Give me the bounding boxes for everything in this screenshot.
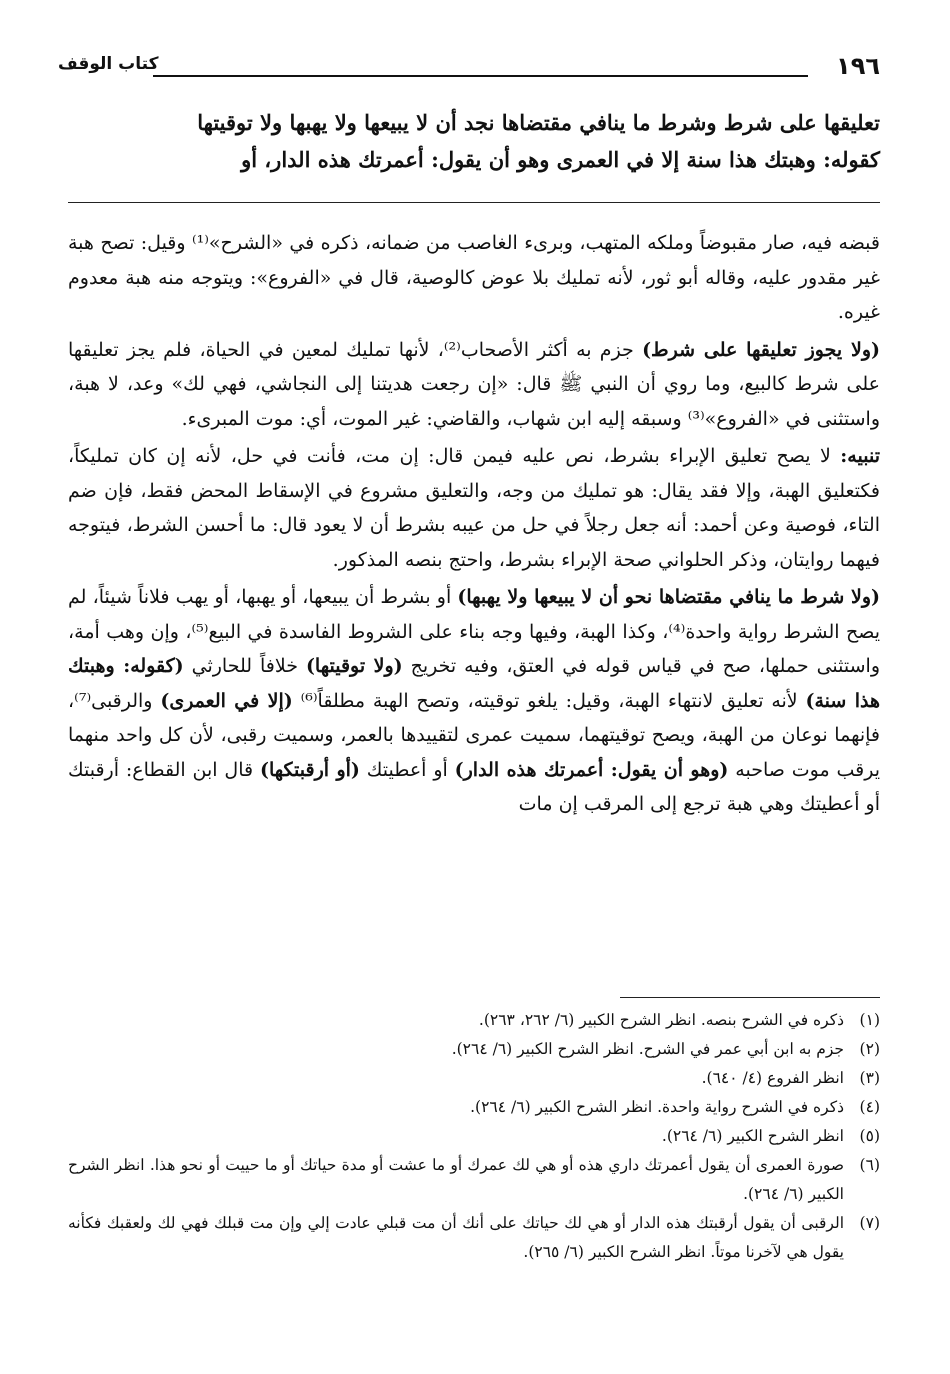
commentary-body: قال ابن القطاع: أرقبتك أو أعطيتك وهي هبة ترجع إلى المرقب إن مات bbox=[68, 758, 880, 815]
footnote-text: جزم به ابن أبي عمر في الشرح. انظر الشرح الكبير (٦/ ٢٦٤). bbox=[451, 1040, 844, 1058]
quoted-matn: (إلا في العمرى) bbox=[160, 689, 293, 712]
footnote-text: انظر الفروع (٤/ ٦٤٠). bbox=[701, 1069, 844, 1087]
footnotes-separator bbox=[620, 997, 880, 998]
footnote bbox=[68, 1151, 880, 1209]
footnote-number: (٧) bbox=[859, 1214, 880, 1232]
commentary-body: لا يصح تعليق الإبراء بشرط، نص عليه فيمن قال: إن مت، فأنت في حل، لأنه إن كان تمليكاً، فكتعليق الهبة، وإلا فقد يقال: هو تمليك من وجه، والتعليق مشروع في الإسقاط المحض فقط، فإن ضم التاء، فوصية وعن أحمد: أنه جعل رجلاً في حل من عيبه بشرط أن لا يعود قال: ما أحسن الشرط، فيتوجه فيهما روايتان، وذكر الحلواني صحة الإبراء بشرط، واحتج بنصه المذكور. bbox=[68, 445, 880, 571]
matn-text bbox=[68, 104, 880, 178]
footnote-number: (٢) bbox=[859, 1040, 880, 1058]
commentary-paragraph bbox=[68, 333, 880, 437]
commentary-text bbox=[68, 226, 880, 832]
commentary-body: أو بشرط أن يبيعها، أو يهبها، أو يهب فلاناً شيئاً، لم يصح الشرط رواية واحدة⁽⁴⁾، وكذا الهبة، وفيها وجه بناء على الشروط الفاسدة في البيع⁽⁵⁾، وإن وهب أمة، واستثنى حملها، صح في قياس قوله في العتق، وفيه تخريج bbox=[68, 586, 881, 677]
footnote-number: (٦) bbox=[859, 1156, 880, 1174]
page-number: ١٩٦ bbox=[836, 52, 880, 80]
footnote-text: ذكره في الشرح رواية واحدة. انظر الشرح الكبير (٦/ ٢٦٤). bbox=[470, 1098, 844, 1116]
page-header bbox=[58, 52, 880, 82]
footnote bbox=[68, 1035, 880, 1064]
commentary-body: أو أعطيتك bbox=[359, 758, 455, 781]
footnote-text: ذكره في الشرح بنصه. انظر الشرح الكبير (٦/ ٢٦٢، ٢٦٣). bbox=[478, 1011, 844, 1029]
footnote-number: (٤) bbox=[859, 1098, 880, 1116]
commentary-paragraph bbox=[68, 439, 880, 577]
footnote-text: الرقبى أن يقول أرقبتك هذه الدار أو هي لك حياتك على أنك أن مت قبلي عادت إلي وإن مت قبلك فهي لك ولعقبك فكأنه يقول هي لآخرنا موتاً. انظر الشرح الكبير (٦/ ٢٦٥). bbox=[68, 1214, 844, 1261]
matn-separator bbox=[68, 202, 880, 203]
footnote bbox=[68, 1093, 880, 1122]
commentary-body: والرقبى⁽⁷⁾، فإنهما نوعان من الهبة، ويصح توقيتهما، سميت عمرى لتقييدها بالعمر، وسميت رقبى، لأن كل واحد منهما يرقب موت صاحبه bbox=[68, 689, 880, 781]
footnote-number: (٥) bbox=[859, 1127, 880, 1145]
quoted-matn: (ولا شرط ما ينافي مقتضاها نحو أن لا يبيعها ولا يهبها) bbox=[457, 586, 880, 608]
commentary-paragraph: قبضه فيه، صار مقبوضاً وملكه المتهب، وبرىء الغاصب من ضمانه، ذكره في «الشرح»⁽¹⁾ وقيل: تصح هبة غير مقدور عليه، وقاله أبو ثور، لأنه تمليك بلا عوض كالوصية، قال في «الفروع»: ويتوجه منه هبة معدوم غيره. bbox=[68, 232, 880, 323]
commentary-paragraph bbox=[68, 580, 880, 822]
quoted-matn: (وهو أن يقول: أعمرتك هذه الدار) bbox=[454, 758, 729, 781]
footnote bbox=[68, 1064, 880, 1093]
quoted-matn: (أو أرقبتكها) bbox=[259, 758, 360, 781]
matn-line: تعليقها على شرط وشرط ما ينافي مقتضاها نجد أن لا يبيعها ولا يهبها ولا توقيتها bbox=[197, 110, 880, 135]
commentary-body: خلافاً للحارثي bbox=[183, 655, 306, 677]
matn-line: كقوله: وهبتك هذا سنة إلا في العمرى وهو أن يقول: أعمرتك هذه الدار، أو bbox=[241, 147, 880, 172]
commentary-body: لأنه تعليق لانتهاء الهبة، وقيل: يلغو توقيته، وتصح الهبة مطلقاً⁽⁶⁾ bbox=[292, 689, 806, 712]
footnotes bbox=[68, 1006, 880, 1267]
footnote-text: انظر الشرح الكبير (٦/ ٢٦٤). bbox=[661, 1127, 844, 1145]
footnote bbox=[68, 1122, 880, 1151]
notice-label: تنبيه: bbox=[840, 445, 880, 467]
footnote bbox=[68, 1006, 880, 1035]
commentary-body: جزم به أكثر الأصحاب⁽²⁾، لأنها تمليك لمعين في الحياة، فلم يجز تعليقها على شرط كالبيع، وما روي أن النبي ﷺ قال: «إن رجعت هديتنا إلى النجاشي، فهي لك» وعد، لا هبة، واستثنى في «الفروع»⁽³⁾ وسبقه إليه ابن شهاب، والقاضي: غير الموت، أي: موت المبرىء. bbox=[68, 338, 880, 430]
header-rule bbox=[153, 75, 808, 77]
footnote bbox=[68, 1209, 880, 1267]
book-title: كتاب الوقف bbox=[58, 54, 159, 74]
footnote-text: صورة العمرى أن يقول أعمرتك داري هذه أو هي لك عمرك أو ما عشت أو مدة حياتك أو ما حييت أو نحو هذا. انظر الشرح الكبير (٦/ ٢٦٤). bbox=[68, 1156, 844, 1203]
footnote-number: (١) bbox=[859, 1011, 880, 1029]
quoted-matn: (ولا توقيتها) bbox=[305, 655, 403, 677]
quoted-matn: (كقوله: وهبتك هذا سنة) bbox=[68, 655, 880, 712]
quoted-matn: (ولا يجوز تعليقها على شرط) bbox=[642, 338, 881, 361]
footnote-number: (٣) bbox=[859, 1069, 880, 1087]
